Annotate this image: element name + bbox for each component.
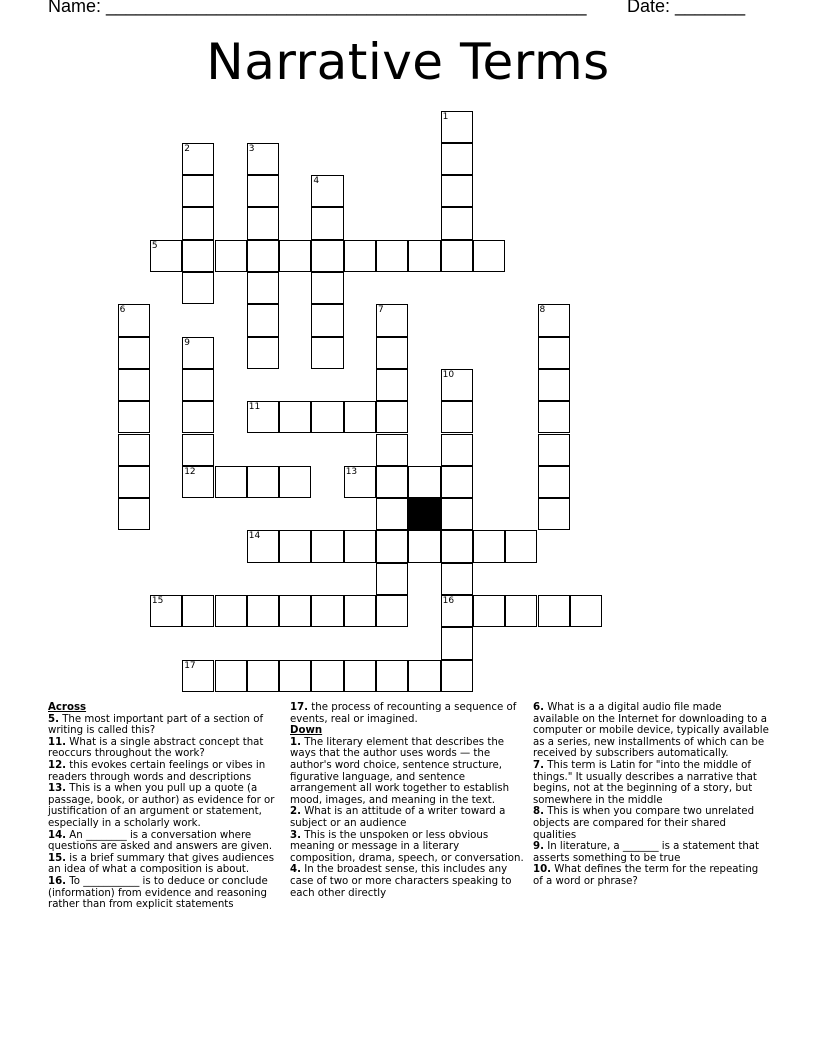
clue-section-heading: Down [290, 725, 323, 737]
clue-number: 16 [442, 596, 455, 606]
grid-cell[interactable] [441, 466, 473, 498]
clue-number: 14 [248, 531, 261, 542]
grid-cell[interactable] [118, 369, 150, 401]
grid-cell[interactable] [408, 530, 440, 562]
grid-cell[interactable] [279, 240, 311, 272]
page-title: Narrative Terms [206, 33, 610, 91]
grid-cell[interactable] [344, 466, 376, 498]
date-field[interactable]: Date: _______ [627, 0, 746, 16]
grid-cell[interactable] [118, 466, 150, 498]
grid-cell[interactable] [311, 272, 343, 304]
grid-cell[interactable] [118, 498, 150, 530]
grid-cell[interactable] [182, 401, 214, 433]
clue-number-label: 1. [290, 736, 301, 748]
clue-number: 1 [442, 111, 449, 122]
grid-cell[interactable] [182, 337, 214, 369]
grid-cell[interactable] [473, 595, 505, 627]
clue-item: 2. What is an attitude of a writer toward a subject or an audience [290, 806, 506, 829]
grid-cell[interactable] [182, 272, 214, 304]
grid-cell[interactable] [118, 337, 150, 369]
grid-cell[interactable] [344, 660, 376, 692]
grid-cell[interactable] [376, 595, 408, 627]
grid-cell[interactable] [215, 660, 247, 692]
grid-cell[interactable] [150, 595, 182, 627]
grid-cell[interactable] [376, 369, 408, 401]
grid-cell[interactable] [376, 434, 408, 466]
clue-number-label: 15. [48, 852, 67, 864]
clue-item: 16. To ___________ is to deduce or conclude (information) from evidence and reasoning rather than from explicit statements [48, 875, 268, 911]
grid-cell[interactable] [247, 272, 279, 304]
clues-column-1 [48, 702, 280, 911]
clue-section-heading: Across [48, 702, 87, 713]
grid-cell[interactable] [182, 143, 214, 175]
grid-cell[interactable] [376, 466, 408, 498]
grid-cell[interactable] [441, 401, 473, 433]
grid-cell[interactable] [182, 434, 214, 466]
grid-cell[interactable] [118, 434, 150, 466]
grid-cell[interactable] [311, 175, 343, 207]
clue-item: 4. In the broadest sense, this includes any case of two or more characters speaking to each other directly [290, 864, 512, 899]
grid-cell[interactable] [538, 304, 570, 336]
grid-cell[interactable] [505, 595, 537, 627]
clue-item: 15. is a brief summary that gives audiences an idea of what a composition is about. [48, 852, 275, 876]
clue-item: 10. What defines the term for the repeating of a word or phrase? [533, 864, 759, 887]
grid-cell[interactable] [311, 660, 343, 692]
grid-cell[interactable] [247, 530, 279, 562]
clue-number-label: 13. [48, 783, 67, 795]
clue-number-label: 16. [48, 875, 67, 887]
grid-cell[interactable] [344, 401, 376, 433]
grid-cell[interactable] [150, 240, 182, 272]
grid-cell[interactable] [215, 240, 247, 272]
grid-cell[interactable] [441, 627, 473, 659]
clue-number-label: 12. [48, 759, 67, 771]
grid-cell[interactable] [441, 563, 473, 595]
clue-number: 17 [184, 660, 196, 671]
grid-cell[interactable] [505, 530, 537, 562]
grid-cell[interactable] [247, 401, 279, 433]
clue-number-label: 17. [290, 702, 309, 713]
grid-cell[interactable] [344, 595, 376, 627]
grid-cell[interactable] [247, 207, 279, 239]
clue-number: 7 [378, 305, 384, 316]
grid-cell[interactable] [408, 240, 440, 272]
grid-cell[interactable] [311, 530, 343, 562]
clue-number: 10 [442, 369, 455, 380]
clues-column-2 [290, 702, 526, 899]
grid-cell[interactable] [538, 369, 570, 401]
grid-cell[interactable] [247, 304, 279, 336]
clue-number-label: 10. [533, 864, 552, 876]
grid-cell[interactable] [279, 466, 311, 498]
grid-cell[interactable] [279, 595, 311, 627]
clue-number-label: 5. [48, 713, 59, 725]
grid-cell[interactable] [182, 369, 214, 401]
grid-cell[interactable] [279, 660, 311, 692]
clue-number-label: 14. [48, 829, 67, 841]
grid-cell[interactable] [473, 530, 505, 562]
clue-item: 11. What is a single abstract concept that reoccurs throughout the work? [48, 736, 264, 760]
grid-cell[interactable] [376, 401, 408, 433]
clue-item: 14. An ________ is a conversation where questions are asked and answers are given. [48, 829, 273, 853]
grid-cell[interactable] [182, 466, 214, 498]
grid-cell[interactable] [408, 660, 440, 692]
clue-number: 4 [313, 176, 320, 187]
grid-cell[interactable] [247, 660, 279, 692]
grid-cell[interactable] [441, 207, 473, 239]
clue-number-label: 8. [533, 806, 544, 818]
clue-item: 12. this evokes certain feelings or vibes in readers through words and descriptions [48, 759, 266, 783]
grid-cell[interactable] [538, 337, 570, 369]
grid-cell[interactable] [538, 595, 570, 627]
grid-cell[interactable] [182, 660, 214, 692]
grid-cell[interactable] [311, 595, 343, 627]
grid-cell[interactable] [441, 660, 473, 692]
grid-cell[interactable] [570, 595, 602, 627]
grid-cell[interactable] [311, 337, 343, 369]
clue-number-label: 11. [48, 736, 67, 748]
grid-cell[interactable] [376, 498, 408, 530]
grid-cell[interactable] [247, 595, 279, 627]
grid-cell[interactable] [247, 466, 279, 498]
grid-cell[interactable] [344, 240, 376, 272]
clue-item: 3. This is the unspoken or less obvious meaning or message in a literary composition, drama, speech, or conversation. [290, 829, 524, 864]
clue-number-label: 6. [533, 702, 544, 713]
clue-item: 13. This is a when you pull up a quote (a passage, book, or author) as evidence for or justification of an argument or statement, especially in a scholarly work. [48, 783, 275, 829]
clues-column-3 [533, 702, 769, 888]
clue-number-label: 7. [533, 759, 544, 771]
grid-cell[interactable] [376, 337, 408, 369]
clue-number: 3 [248, 143, 255, 154]
grid-cell[interactable] [441, 530, 473, 562]
grid-cell[interactable] [247, 337, 279, 369]
clue-number: 6 [119, 305, 126, 316]
grid-cell[interactable] [441, 434, 473, 466]
grid-cell[interactable] [182, 175, 214, 207]
grid-cell[interactable] [538, 401, 570, 433]
grid-cell[interactable] [376, 304, 408, 336]
grid-cell[interactable] [215, 595, 247, 627]
name-field[interactable]: Name: ________________________________________________ [48, 0, 587, 16]
grid-cell[interactable] [215, 466, 247, 498]
clue-item: 17. the process of recounting a sequence of events, real or imagined. [290, 702, 517, 725]
grid-cell[interactable] [441, 595, 473, 627]
clue-item: 9. In literature, a _______ is a statement that asserts something to be true [533, 841, 760, 864]
clue-item: 8. This is when you compare two unrelated objects are compared for their shared qualities [533, 806, 755, 841]
grid-cell[interactable] [441, 143, 473, 175]
clue-number-label: 2. [290, 806, 301, 818]
clue-number: 13 [345, 466, 358, 477]
clue-number: 11 [248, 402, 261, 413]
grid-cell[interactable] [376, 530, 408, 562]
grid-cell[interactable] [376, 240, 408, 272]
grid-cell[interactable] [408, 466, 440, 498]
grid-cell[interactable] [311, 240, 343, 272]
grid-cell[interactable] [311, 207, 343, 239]
grid-cell[interactable] [247, 143, 279, 175]
grid-cell[interactable] [247, 175, 279, 207]
grid-cell[interactable] [441, 175, 473, 207]
grid-cell[interactable] [344, 530, 376, 562]
grid-cell[interactable] [441, 498, 473, 530]
black-square [408, 498, 440, 530]
grid-cell[interactable] [118, 304, 150, 336]
clue-number: 9 [184, 337, 190, 348]
grid-cell[interactable] [182, 595, 214, 627]
clue-number-label: 3. [290, 829, 301, 841]
clue-number: 2 [184, 143, 190, 154]
clue-number: 15 [151, 596, 164, 606]
clue-number-label: 9. [533, 841, 544, 853]
clue-number: 12 [184, 466, 196, 477]
grid-cell[interactable] [279, 530, 311, 562]
grid-cell[interactable] [441, 240, 473, 272]
grid-cell[interactable] [473, 240, 505, 272]
grid-cell[interactable] [538, 498, 570, 530]
grid-cell[interactable] [441, 111, 473, 143]
grid-cell[interactable] [182, 240, 214, 272]
clue-item: 1. The literary element that describes the ways that the author uses words — the author's word choice, sentence structure, figurative language, and sentence arrangement all work together to establish mood, images, and meaning in the text. [290, 736, 510, 806]
clue-number: 5 [151, 240, 158, 251]
grid-cell[interactable] [311, 401, 343, 433]
clue-number: 8 [539, 305, 546, 316]
clue-item: 6. What is a a digital audio file made available on the Internet for downloading to a computer or mobile device, typically available as a series, new installments of which can be received by subscribers automatically. [533, 702, 769, 760]
clue-number-label: 4. [290, 864, 301, 876]
grid-cell[interactable] [376, 660, 408, 692]
grid-cell[interactable] [441, 369, 473, 401]
grid-cell[interactable] [311, 304, 343, 336]
grid-cell[interactable] [538, 466, 570, 498]
grid-cell[interactable] [182, 207, 214, 239]
grid-cell[interactable] [538, 434, 570, 466]
grid-cell[interactable] [376, 563, 408, 595]
grid-cell[interactable] [247, 240, 279, 272]
grid-cell[interactable] [279, 401, 311, 433]
grid-cell[interactable] [118, 401, 150, 433]
clue-item: 5. The most important part of a section of writing is called this? [48, 713, 264, 737]
clue-item: 7. This term is Latin for "into the middle of things." It usually describes a narrative that begins, not at the beginning of a story, but somewhere in the middle [533, 759, 757, 806]
